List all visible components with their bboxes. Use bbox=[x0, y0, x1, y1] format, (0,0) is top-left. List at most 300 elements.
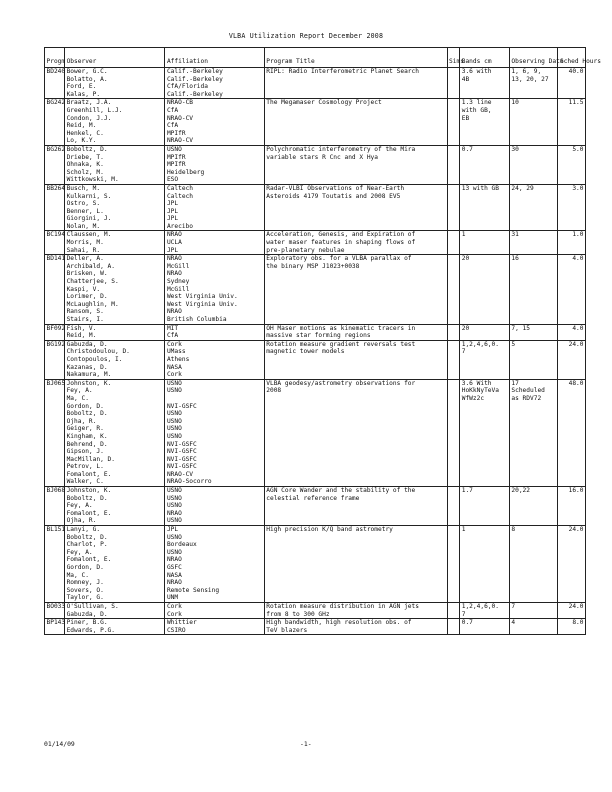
hours-cell bbox=[558, 184, 586, 231]
table-row bbox=[45, 231, 586, 255]
dates-cell bbox=[509, 145, 558, 184]
program-title-cell bbox=[264, 526, 447, 603]
affiliation-line: McGill bbox=[166, 285, 190, 293]
affiliation-line: NRAO bbox=[166, 509, 182, 517]
affiliation-line: MPIfR bbox=[166, 153, 186, 161]
hours-text: 4.0 bbox=[572, 324, 584, 332]
sims-cell bbox=[447, 602, 460, 618]
bands-cell bbox=[460, 324, 510, 340]
affiliation-line: West Virginia Univ. bbox=[166, 300, 238, 308]
observer-line: Fomalont, E. bbox=[66, 470, 112, 478]
affiliation-cell bbox=[165, 487, 264, 526]
bands-line: 7 bbox=[461, 348, 466, 356]
program-title-line: the binary MSP J1023+0038 bbox=[266, 262, 360, 270]
observer-cell bbox=[65, 487, 165, 526]
header-sims: Sims bbox=[447, 48, 460, 68]
dates-line: 17 bbox=[511, 379, 519, 387]
table-body bbox=[45, 68, 586, 635]
affiliation-line: NASA bbox=[166, 363, 182, 371]
affiliation-line: NRAO-CV bbox=[166, 114, 194, 122]
affiliation-line: MIT bbox=[166, 324, 179, 332]
observer-line: Nolan, M. bbox=[66, 222, 101, 230]
header-program-title: Program Title bbox=[264, 48, 447, 68]
program-code-text: BG242 bbox=[46, 99, 66, 107]
program-title-cell bbox=[264, 231, 447, 255]
affiliation-line: USNO bbox=[166, 425, 182, 433]
hours-cell bbox=[558, 231, 586, 255]
hours-text: 16.0 bbox=[568, 487, 584, 495]
observer-line: Kalas, P. bbox=[66, 90, 101, 98]
table-row bbox=[45, 379, 586, 486]
observer-line: Reid, M. bbox=[66, 332, 97, 340]
bands-cell bbox=[460, 526, 510, 603]
program-title-line: AGN Core Wander and the stability of the bbox=[266, 487, 416, 495]
sims-cell bbox=[447, 184, 460, 231]
header-observer: Observer bbox=[65, 48, 165, 68]
affiliation-line: NRAO bbox=[166, 308, 182, 316]
bands-line: with GB, bbox=[461, 106, 492, 114]
affiliation-line bbox=[167, 395, 262, 403]
observer-line: Geiger, R. bbox=[66, 425, 104, 433]
affiliation-line: NVI-GSFC bbox=[166, 440, 197, 448]
affiliation-line: NRAO bbox=[166, 231, 182, 239]
observer-line: Bolatto, A. bbox=[66, 75, 108, 83]
observer-cell bbox=[65, 231, 165, 255]
observer-line: Boboltz, D. bbox=[66, 533, 108, 541]
affiliation-line: Caltech bbox=[166, 192, 194, 200]
observer-line: Contopoulos, I. bbox=[66, 355, 123, 363]
bands-line: HoKkNyTeVa bbox=[461, 387, 499, 395]
dates-line: 20,22 bbox=[511, 487, 531, 495]
program-code-cell bbox=[45, 99, 65, 146]
hours-cell bbox=[558, 619, 586, 635]
affiliation-line: CfA bbox=[166, 122, 179, 130]
observer-line: Gordon, D. bbox=[66, 402, 104, 410]
hours-text: 24.0 bbox=[568, 602, 584, 610]
observer-line: Ford, E. bbox=[66, 83, 97, 91]
program-code-cell bbox=[45, 379, 65, 486]
observer-line: Piner, B.G. bbox=[66, 619, 108, 627]
affiliation-line: UMass bbox=[166, 348, 186, 356]
affiliation-cell bbox=[165, 184, 264, 231]
affiliation-line: Bordeaux bbox=[166, 541, 197, 549]
affiliation-line: JPL bbox=[166, 246, 179, 254]
observer-line: Ojha, R. bbox=[66, 417, 97, 425]
sims-cell bbox=[447, 619, 460, 635]
sims-cell bbox=[447, 379, 460, 486]
affiliation-line: JPL bbox=[166, 200, 179, 208]
observer-line: Taylor, G. bbox=[66, 594, 104, 602]
bands-cell bbox=[460, 602, 510, 618]
affiliation-line: CfA/Florida bbox=[166, 83, 208, 91]
affiliation-cell bbox=[165, 526, 264, 603]
program-code-text: BL151 bbox=[46, 526, 66, 534]
hours-text: 8.0 bbox=[572, 619, 584, 627]
dates-cell bbox=[509, 379, 558, 486]
program-title-line: celestial reference frame bbox=[266, 494, 360, 502]
observer-line: Bower, G.C. bbox=[66, 68, 108, 75]
observer-line: Lo, K.Y. bbox=[66, 137, 97, 145]
dates-line: 24, 29 bbox=[511, 184, 534, 192]
affiliation-line: Caltech bbox=[166, 184, 194, 192]
header-hours-line: Hours bbox=[582, 58, 601, 66]
affiliation-line: Remote Sensing bbox=[166, 586, 220, 594]
program-title-cell bbox=[264, 340, 447, 379]
dates-line: 1, 6, 9, bbox=[511, 68, 542, 75]
hours-cell bbox=[558, 340, 586, 379]
affiliation-line: USNO bbox=[166, 410, 182, 418]
bands-line: 1 bbox=[461, 231, 466, 239]
affiliation-line: NVI-GSFC bbox=[166, 402, 197, 410]
program-title-line: Rotation measure gradient reversals test bbox=[266, 340, 416, 348]
program-code-text: BG192 bbox=[46, 340, 66, 348]
affiliation-line: Arecibo bbox=[166, 222, 194, 230]
observer-line: Fey, A. bbox=[66, 387, 93, 395]
observer-line: Deller, A. bbox=[66, 255, 104, 263]
affiliation-line: USNO bbox=[166, 502, 182, 510]
program-title-line: OH Maser motions as kinematic tracers in bbox=[266, 324, 416, 332]
dates-cell bbox=[509, 231, 558, 255]
affiliation-cell bbox=[165, 231, 264, 255]
observer-cell bbox=[65, 619, 165, 635]
observer-line: Fey, A. bbox=[66, 502, 93, 510]
observer-line: Henkel, C. bbox=[66, 129, 104, 137]
program-title-cell bbox=[264, 184, 447, 231]
observer-line: Kingham, K. bbox=[66, 432, 108, 440]
observer-line: Condon, J.J. bbox=[66, 114, 112, 122]
program-code-cell bbox=[45, 324, 65, 340]
program-title-line: Asteroids 4179 Toutatis and 2008 EV5 bbox=[266, 192, 401, 200]
program-title-cell bbox=[264, 324, 447, 340]
bands-cell bbox=[460, 68, 510, 99]
dates-line: 13, 20, 27 bbox=[511, 75, 549, 83]
hours-cell bbox=[558, 255, 586, 324]
program-title-line: TeV blazers bbox=[266, 626, 308, 634]
dates-line: 8 bbox=[511, 526, 516, 534]
observer-line: Busch, M. bbox=[66, 184, 101, 192]
sims-cell bbox=[447, 324, 460, 340]
program-code-text: BB264 bbox=[46, 184, 66, 192]
affiliation-line: USNO bbox=[166, 548, 182, 556]
observer-line: Scholz, M. bbox=[66, 168, 104, 176]
affiliation-cell bbox=[165, 379, 264, 486]
observer-line: Petrov, L. bbox=[66, 463, 104, 471]
table-row bbox=[45, 487, 586, 526]
program-title-line: magnetic tower models bbox=[266, 348, 345, 356]
program-code-cell bbox=[45, 184, 65, 231]
dates-line: 5 bbox=[511, 340, 516, 348]
observer-line: Gabuzda, D. bbox=[66, 340, 108, 348]
program-code-cell bbox=[45, 619, 65, 635]
program-title-line: Radar-VLBI Observations of Near-Earth bbox=[266, 184, 405, 192]
hours-cell bbox=[558, 99, 586, 146]
dates-cell bbox=[509, 340, 558, 379]
observer-line: Johnston, K. bbox=[66, 487, 112, 495]
sims-cell bbox=[447, 145, 460, 184]
footer-date: 01/14/09 bbox=[44, 740, 75, 748]
program-title-cell bbox=[264, 68, 447, 99]
affiliation-line: USNO bbox=[166, 487, 182, 495]
observer-line: Lanyi, G. bbox=[66, 526, 101, 534]
table-row bbox=[45, 324, 586, 340]
program-title-line: water maser features in shaping flows of bbox=[266, 239, 416, 247]
program-title-line: High precision K/Q band astrometry bbox=[266, 526, 393, 534]
page-number: -1- bbox=[300, 740, 312, 748]
affiliation-cell bbox=[165, 255, 264, 324]
affiliation-cell bbox=[165, 324, 264, 340]
observer-line: Fish, V. bbox=[66, 324, 97, 332]
bands-line: 0.7 bbox=[461, 619, 473, 627]
program-code-text: BD141 bbox=[46, 255, 66, 263]
program-title-cell bbox=[264, 487, 447, 526]
utilization-table bbox=[44, 47, 601, 635]
affiliation-line: NRAO bbox=[166, 270, 182, 278]
bands-cell bbox=[460, 379, 510, 486]
affiliation-line: USNO bbox=[166, 145, 182, 153]
affiliation-line: NRAO-CV bbox=[166, 137, 194, 145]
observer-cell bbox=[65, 99, 165, 146]
hours-cell bbox=[558, 68, 586, 99]
program-title-line: Rotation measure distribution in AGN jets bbox=[266, 602, 419, 610]
affiliation-cell bbox=[165, 340, 264, 379]
program-title-cell bbox=[264, 602, 447, 618]
bands-cell bbox=[460, 619, 510, 635]
hours-text: 3.0 bbox=[572, 184, 584, 192]
affiliation-line: British Columbia bbox=[166, 316, 227, 323]
affiliation-line: NRAO-Socorro bbox=[166, 478, 212, 486]
observer-line: Gabuzda, D. bbox=[66, 610, 108, 618]
dates-line: 7 bbox=[511, 602, 516, 610]
affiliation-line: Calif.-Berkeley bbox=[166, 68, 223, 75]
bands-cell bbox=[460, 340, 510, 379]
sims-cell bbox=[447, 68, 460, 99]
program-title-cell bbox=[264, 255, 447, 324]
observer-line: Greenhill, L.J. bbox=[66, 106, 123, 114]
program-title-line: Polychromatic interferometry of the Mira bbox=[266, 145, 416, 153]
bands-line: 4B bbox=[461, 75, 470, 83]
observer-line: Christodoulou, D. bbox=[66, 348, 130, 356]
dates-cell bbox=[509, 99, 558, 146]
table-row bbox=[45, 602, 586, 618]
program-title-line: Acceleration, Genesis, and Expiration of bbox=[266, 231, 416, 239]
affiliation-line: USNO bbox=[166, 387, 182, 395]
observer-line: Fomalont, E. bbox=[66, 509, 112, 517]
observer-line: Boboltz, D. bbox=[66, 494, 108, 502]
hours-text: 24.0 bbox=[568, 340, 584, 348]
observer-line: Kaspi, V. bbox=[66, 285, 101, 293]
header-affiliation: Affiliation bbox=[165, 48, 264, 68]
observer-line: Claussen, M. bbox=[66, 231, 112, 239]
affiliation-line: Heidelberg bbox=[166, 168, 205, 176]
observer-line: Brisken, W. bbox=[66, 270, 108, 278]
observer-line: Walker, C. bbox=[66, 478, 104, 486]
header-hours-line: Sched bbox=[559, 58, 579, 66]
observer-cell bbox=[65, 526, 165, 603]
dates-cell bbox=[509, 487, 558, 526]
observer-cell bbox=[65, 184, 165, 231]
observer-line: Sahai, R. bbox=[66, 246, 101, 254]
affiliation-line: NVI-GSFC bbox=[166, 448, 197, 456]
affiliation-line: Whittier bbox=[166, 619, 197, 627]
program-title-line: The Megamaser Cosmology Project bbox=[266, 99, 382, 107]
dates-line: 30 bbox=[511, 145, 519, 153]
affiliation-line: Cork bbox=[166, 610, 182, 618]
affiliation-line: NRAO bbox=[166, 579, 182, 587]
table-row bbox=[45, 68, 586, 99]
affiliation-line: JPL bbox=[166, 215, 179, 223]
affiliation-line: USNO bbox=[166, 379, 182, 387]
observer-line: Ostro, S. bbox=[66, 200, 101, 208]
dates-line: 10 bbox=[511, 99, 519, 107]
program-code-text: BF092 bbox=[46, 324, 66, 332]
affiliation-cell bbox=[165, 619, 264, 635]
bands-cell bbox=[460, 99, 510, 146]
affiliation-line: Cork bbox=[166, 602, 182, 610]
program-code-text: BO033 bbox=[46, 602, 66, 610]
program-code-text: BG262 bbox=[46, 145, 66, 153]
dates-cell bbox=[509, 602, 558, 618]
hours-cell bbox=[558, 526, 586, 603]
header-dates bbox=[509, 48, 564, 68]
affiliation-line: USNO bbox=[166, 494, 182, 502]
bands-line: 13 with GB bbox=[461, 184, 499, 192]
dates-cell bbox=[509, 68, 558, 99]
program-code-cell bbox=[45, 68, 65, 99]
table-row bbox=[45, 184, 586, 231]
observer-line: Wittkowski, M. bbox=[66, 176, 119, 184]
dates-line: as RDV72 bbox=[511, 394, 542, 402]
affiliation-line: NASA bbox=[166, 571, 182, 579]
program-title-line: High bandwidth, high resolution obs. of bbox=[266, 619, 412, 627]
program-title-line: pre-planetary nebulae bbox=[266, 246, 345, 254]
observer-line: Ojha, R. bbox=[66, 517, 97, 525]
sims-cell bbox=[447, 340, 460, 379]
observer-cell bbox=[65, 379, 165, 486]
program-title-line: variable stars R Cnc and X Hya bbox=[266, 153, 379, 161]
observer-line: Giorgini, J. bbox=[66, 215, 112, 223]
dates-cell bbox=[509, 184, 558, 231]
observer-line: Braatz, J.A. bbox=[66, 99, 112, 107]
observer-line: Ohnaka, K. bbox=[66, 161, 104, 169]
hours-text: 40.0 bbox=[568, 68, 584, 75]
program-title-line: Exploratory obs. for a VLBA parallax of bbox=[266, 255, 412, 263]
affiliation-line: NVI-GSFC bbox=[166, 463, 197, 471]
hours-cell bbox=[558, 602, 586, 618]
header-hours bbox=[558, 48, 601, 68]
observer-line: Gordon, D. bbox=[66, 564, 104, 571]
program-title-line: from 8 to 300 GHz bbox=[266, 610, 330, 618]
header-bands-line: cm bbox=[484, 58, 492, 66]
affiliation-line: Cork bbox=[166, 371, 182, 379]
header-row bbox=[45, 48, 586, 68]
table-row bbox=[45, 99, 586, 146]
observer-line: Chatterjee, S. bbox=[66, 278, 119, 286]
affiliation-line: Athens bbox=[166, 355, 190, 363]
bands-line: WfWz2c bbox=[461, 394, 485, 402]
bands-cell bbox=[460, 255, 510, 324]
report-title: VLBA Utilization Report December 2008 bbox=[228, 32, 384, 40]
affiliation-line: CfA bbox=[166, 106, 179, 114]
hours-cell bbox=[558, 324, 586, 340]
observer-line: Reid, M. bbox=[66, 122, 97, 130]
bands-line: 1,2,4,6,0. bbox=[461, 340, 499, 348]
program-code-text: BJ065 bbox=[46, 379, 66, 387]
table-row bbox=[45, 526, 586, 603]
dates-line: 31 bbox=[511, 231, 519, 239]
hours-cell bbox=[558, 487, 586, 526]
dates-line: 16 bbox=[511, 255, 519, 263]
observer-cell bbox=[65, 145, 165, 184]
observer-line: O'Sullivan, S. bbox=[66, 602, 119, 610]
program-title-cell bbox=[264, 619, 447, 635]
affiliation-line: NRAO-CV bbox=[166, 470, 194, 478]
program-code-cell bbox=[45, 231, 65, 255]
bands-line: 7 bbox=[461, 610, 466, 618]
sims-cell bbox=[447, 487, 460, 526]
affiliation-line: USNO bbox=[166, 417, 182, 425]
observer-line: Charlot, P. bbox=[66, 541, 108, 549]
program-title-line: RIPL: Radio Interferometric Planet Search bbox=[266, 68, 419, 75]
program-code-cell bbox=[45, 255, 65, 324]
observer-line: Stairs, I. bbox=[66, 316, 104, 323]
program-code-text: BC194 bbox=[46, 231, 66, 239]
affiliation-cell bbox=[165, 99, 264, 146]
table-row bbox=[45, 619, 586, 635]
affiliation-line: Sydney bbox=[166, 278, 190, 286]
bands-line: 1.7 bbox=[461, 487, 473, 495]
bands-line: 20 bbox=[461, 324, 470, 332]
observer-line: Benner, L. bbox=[66, 207, 104, 215]
observer-line: Boboltz, D. bbox=[66, 410, 108, 418]
program-code-cell bbox=[45, 487, 65, 526]
observer-line: Sovers, O. bbox=[66, 586, 104, 594]
bands-line: 1 bbox=[461, 526, 466, 534]
affiliation-line: NRAO-CB bbox=[166, 99, 194, 107]
program-code-text: BP143 bbox=[46, 619, 66, 627]
affiliation-line: NVI-GSFC bbox=[166, 455, 197, 463]
affiliation-line: Cork bbox=[166, 340, 182, 348]
affiliation-cell bbox=[165, 68, 264, 99]
table-row bbox=[45, 255, 586, 324]
hours-text: 4.0 bbox=[572, 255, 584, 263]
affiliation-line: Calif.-Berkeley bbox=[166, 90, 223, 98]
affiliation-line: NRAO bbox=[166, 556, 182, 564]
affiliation-line: MPIfR bbox=[166, 129, 186, 137]
observer-line: Morris, M. bbox=[66, 239, 104, 247]
table-row bbox=[45, 340, 586, 379]
observer-line: Driebe, T. bbox=[66, 153, 104, 161]
bands-line: 20 bbox=[461, 255, 470, 263]
program-code-cell bbox=[45, 602, 65, 618]
hours-text: 24.0 bbox=[568, 526, 584, 534]
dates-cell bbox=[509, 255, 558, 324]
observer-cell bbox=[65, 255, 165, 324]
header-dates-line: Date bbox=[548, 58, 564, 66]
program-title-line: VLBA geodesy/astrometry observations for bbox=[266, 379, 416, 387]
affiliation-cell bbox=[165, 145, 264, 184]
observer-line: Fomalont, E. bbox=[66, 556, 112, 564]
dates-cell bbox=[509, 324, 558, 340]
affiliation-line: McGill bbox=[166, 262, 190, 270]
program-title-cell bbox=[264, 99, 447, 146]
program-title-line: 2008 bbox=[266, 387, 282, 395]
observer-cell bbox=[65, 324, 165, 340]
observer-cell bbox=[65, 602, 165, 618]
header-dates-line: Observing bbox=[511, 58, 545, 66]
dates-line: 4 bbox=[511, 619, 516, 627]
bands-line: 3.6 with bbox=[461, 68, 492, 75]
affiliation-line: USNO bbox=[166, 432, 182, 440]
